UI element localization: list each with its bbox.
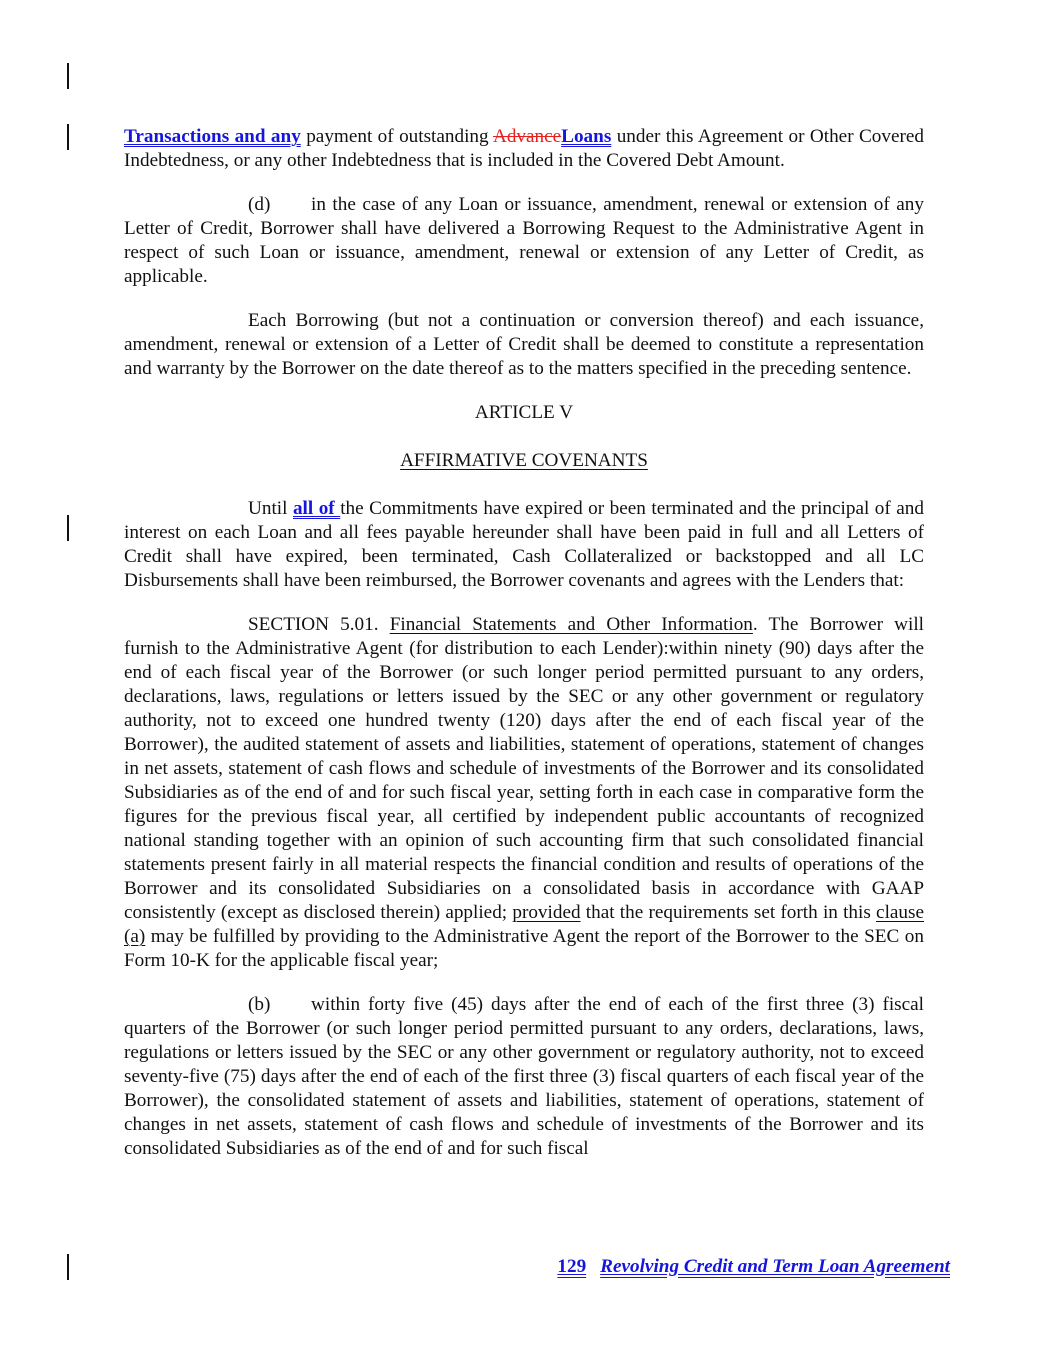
paragraph-text: in the case of any Loan or issuance, amendment, renewal or extension of any Letter of Credit, Borrower shall have delivered a Borrowing Request to the Administrative Agent in respect of such Loan or issuance, amendment, renewal or extension of any Letter of Credit, as applicable. <box>124 194 924 287</box>
paragraph-each-borrowing <box>124 309 924 381</box>
change-bar <box>67 515 69 541</box>
change-bar <box>67 63 69 89</box>
article-heading: ARTICLE V <box>474 402 574 423</box>
section-title: Financial Statements and Other Information <box>389 614 753 635</box>
page-number: 129 <box>557 1256 587 1277</box>
paragraph-text: under this Agreement or Other Covered Indebtedness, or any other Indebtedness that is included in the Covered Debt Amount. <box>124 126 924 171</box>
change-bar <box>67 124 69 150</box>
inserted-text: all of <box>292 498 341 519</box>
paragraph-until <box>124 497 924 593</box>
change-bar <box>67 1254 69 1280</box>
paragraph-text: Until <box>248 498 293 519</box>
section-5-01 <box>124 613 924 973</box>
paragraph-label: (b) <box>248 994 271 1015</box>
paragraph-text: the Commitments have expired or been terminated and the principal of and interest on each Loan and all fees payable hereunder shall have been paid in full and all Letters of Credit shall have expired, been terminated, Cash Collateralized or backstopped and all LC Disbursements shall have been reimbursed, the Borrower covenants and agrees with the Lenders that: <box>124 498 924 591</box>
paragraph-text: . The Borrower will furnish to the Administrative Agent (for distribution to each Lender):within ninety (90) days after the end of each fiscal year of the Borrower (or such longer period permitted pursuant to any orders, declarations, laws, regulations or letters issued by the SEC or any other government or regulatory authority, not to exceed one hundred twenty (120) days after the end of each fiscal year of the Borrower), the audited statement of assets and liabilities, statement of operations, statement of changes in net assets, statement of cash flows and schedule of investments of the Borrower and its consolidated Subsidiaries as of the end of and for such fiscal year, setting forth in each case in comparative form the figures for the previous fiscal year, all certified by independent public accountants of recognized national standing together with an opinion of such accounting firm that such consolidated financial statements present fairly in all material respects the financial condition and results of operations of the Borrower and its consolidated Subsidiaries on a consolidated basis in accordance with GAAP consistently (except as disclosed therein) applied; <box>124 614 924 923</box>
paragraph-text: that the requirements set forth in this <box>580 902 877 923</box>
paragraph-d <box>124 193 924 289</box>
paragraph-b <box>124 993 924 1161</box>
page-footer <box>557 1256 950 1278</box>
paragraph-text: may be fulfilled by providing to the Administrative Agent the report of the Borrower to the SEC on Form 10-K for the applicable fiscal year; <box>124 926 924 971</box>
paragraph-continuation <box>124 125 924 173</box>
article-title <box>124 449 924 473</box>
clause-reference: clause (a) <box>124 902 924 947</box>
provided-term: provided <box>512 902 581 923</box>
paragraph-text: payment of outstanding <box>300 126 493 147</box>
paragraph-label: (d) <box>248 194 271 215</box>
paragraph-text: within forty five (45) days after the end of each of the first three (3) fiscal quarters of the Borrower (or such longer period permitted pursuant to any orders, declarations, laws, regulations or letters issued by the SEC or any other government or regulatory authority, not to exceed seventy-five (75) days after the end of each of the first three (3) fiscal quarters of each fiscal year of the Borrower), the consolidated statement of assets and liabilities, statement of operations, statement of changes in net assets, statement of cash flows and schedule of investments of the Borrower and its consolidated Subsidiaries as of the end of and for such fiscal <box>124 994 924 1159</box>
inserted-text: Transactions and any <box>124 126 301 147</box>
section-label: SECTION 5.01. <box>248 614 390 635</box>
paragraph-text: Each Borrowing (but not a continuation or conversion thereof) and each issuance, amendment, renewal or extension of a Letter of Credit shall be deemed to constitute a representation and warranty by the Borrower on the date thereof as to the matters specified in the preceding sentence. <box>124 310 924 379</box>
document-title: Revolving Credit and Term Loan Agreement <box>600 1256 950 1277</box>
inserted-text: Loans <box>561 126 612 147</box>
deleted-text: Advance <box>492 126 562 147</box>
article-title-text: AFFIRMATIVE COVENANTS <box>400 450 648 471</box>
document-body <box>124 125 924 1181</box>
